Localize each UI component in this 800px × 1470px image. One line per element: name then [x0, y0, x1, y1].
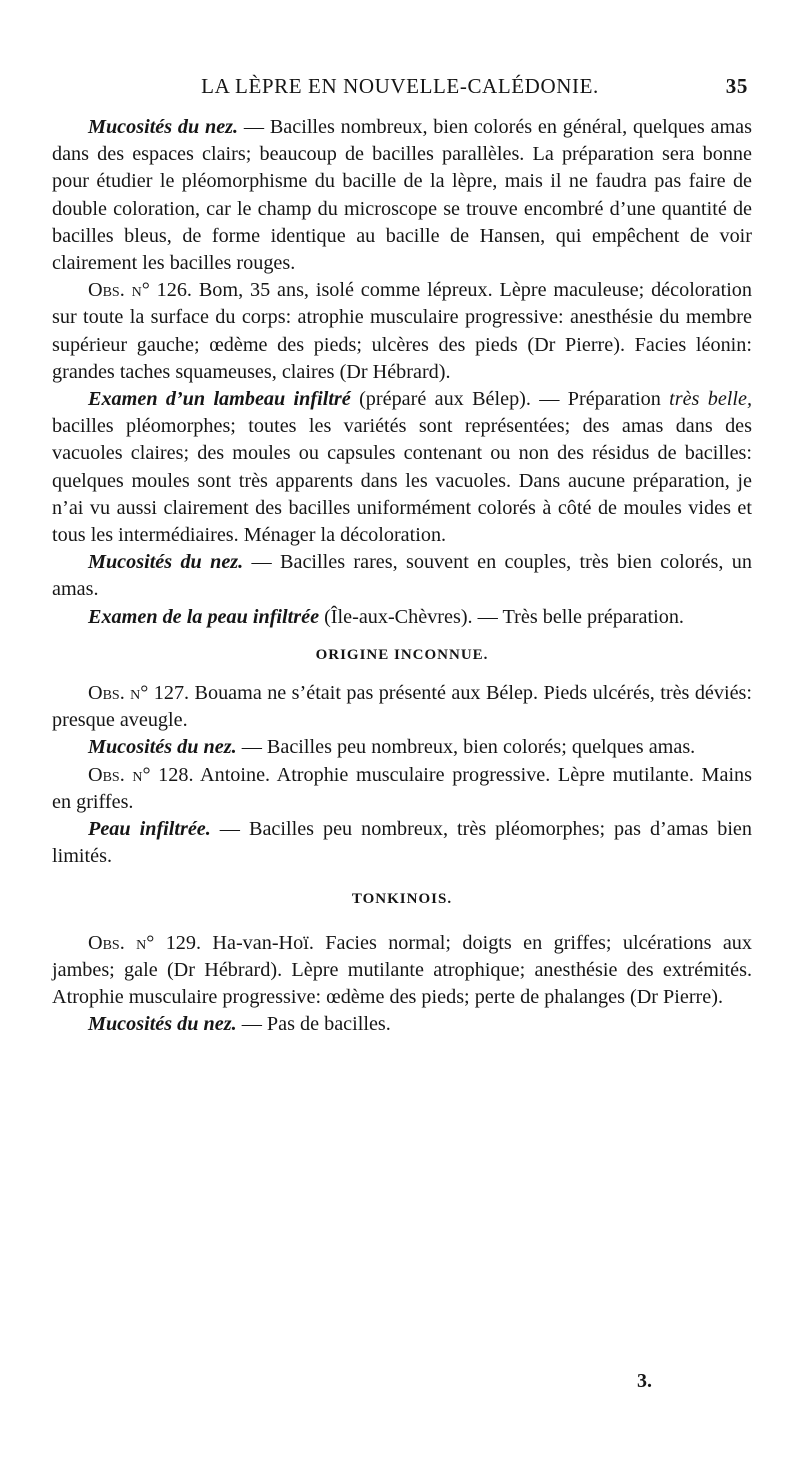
paragraph-text: — Bacilles nombreux, bien colorés en général, quelques amas dans des espaces clairs; beaucoup de bacilles parallèles. La préparation sera bonne pour étudier le pléomorphisme du bacille de la lèpre, mais il ne faudra pas faire de double coloration, car le champ du microscope se trouve encombré d’une quantité de bacilles bleus, de forme identique au bacille de Hansen, qui empêchent de voir clairement les bacilles rouges.	[52, 116, 752, 275]
paragraph-peau-infiltree	[52, 816, 752, 870]
observation-128	[52, 762, 752, 816]
paragraph-label: Peau infiltrée.	[88, 818, 211, 841]
observation-text: Antoine. Atrophie musculaire progressive. Lèpre mutilante. Mains en griffes.	[52, 763, 752, 813]
observation-126	[52, 277, 752, 386]
section-heading-tonkinois: TONKINOIS.	[351, 891, 453, 908]
observation-text: Bom, 35 ans, isolé comme lépreux. Lèpre maculeuse; décoloration sur toute la surface du corps: atrophie musculaire progressive: anesthésie du membre supérieur gauche; œdème des pieds; ulcères des pieds (Dr Pierre). Facies léonin: grandes taches squameuses, claires (Dr Hébrard).	[52, 279, 752, 383]
paragraph-text: (Île-aux-Chèvres). — Très belle préparation.	[319, 605, 684, 628]
paragraph-text: — Pas de bacilles.	[236, 1013, 391, 1036]
paragraph-examen-peau	[52, 604, 752, 631]
paragraph-label: Mucosités du nez.	[88, 116, 239, 138]
observation-127	[52, 680, 752, 734]
paragraph-mucosites-2	[52, 549, 752, 603]
signature-mark: 3.	[637, 1370, 652, 1392]
section-heading-origine: ORIGINE INCONNUE.	[315, 646, 489, 663]
observation-label: Obs. n° 126.	[88, 279, 192, 302]
paragraph-mucosites-3	[52, 734, 752, 761]
observation-label: Obs. n° 128.	[88, 763, 194, 786]
paragraph-label: Mucosités du nez.	[88, 551, 244, 574]
paragraph-label: Examen d’un lambeau infiltré	[88, 388, 351, 411]
observation-129	[52, 930, 752, 1012]
paragraph-text: bacilles pléomorphes; toutes les variétés sont représentées; des amas dans des vacuoles claires; des moules ou capsules contenant ou non des résidus de bacilles: quelques moules sont très apparents dans les vacuoles. Dans aucune préparation, je n’ai vu aussi clairement des bacilles uniformément colorés à côté de moules vides et tous les intermédiaires. Ménager la décoloration.	[52, 415, 752, 547]
running-title: LA LÈPRE EN NOUVELLE-CALÉDONIE.	[201, 74, 599, 98]
paragraph-examen-lambeau	[52, 386, 752, 549]
observation-label: Obs. n° 129.	[88, 931, 202, 954]
observation-text: Ha-van-Hoï. Facies normal; doigts en griffes; ulcérations aux jambes; gale (Dr Hébrard). Lèpre mutilante atrophique; anesthésie des extrémités. Atrophie musculaire progressive: œdème des pieds; perte de phalanges (Dr Pierre).	[52, 931, 752, 1009]
paragraph-mucosites-4	[52, 1011, 752, 1038]
body-text	[52, 114, 752, 1039]
paragraph-label: Examen de la peau infiltrée	[88, 605, 320, 628]
paragraph-mucosites-1	[52, 114, 752, 277]
paragraph-label: Mucosités du nez.	[88, 1013, 237, 1036]
running-head	[52, 74, 748, 106]
paragraph-label: Mucosités du nez.	[88, 736, 237, 759]
observation-text: Bouama ne s’était pas présenté aux Bélep. Pieds ulcérés, très déviés: presque aveugle.	[52, 682, 753, 732]
observation-label: Obs. n° 127.	[88, 682, 190, 705]
page-number: 35	[725, 74, 748, 98]
paragraph-text: (préparé aux Bélep). — Préparation	[350, 388, 670, 411]
paragraph-text: — Bacilles peu nombreux, très pléomorphes; pas d’amas bien limités.	[52, 818, 752, 868]
paragraph-emphasis: très belle,	[669, 388, 753, 411]
paragraph-text: — Bacilles peu nombreux, bien colorés; quelques amas.	[236, 736, 696, 759]
paragraph-text: — Bacilles rares, souvent en couples, très bien colorés, un amas.	[52, 551, 752, 601]
